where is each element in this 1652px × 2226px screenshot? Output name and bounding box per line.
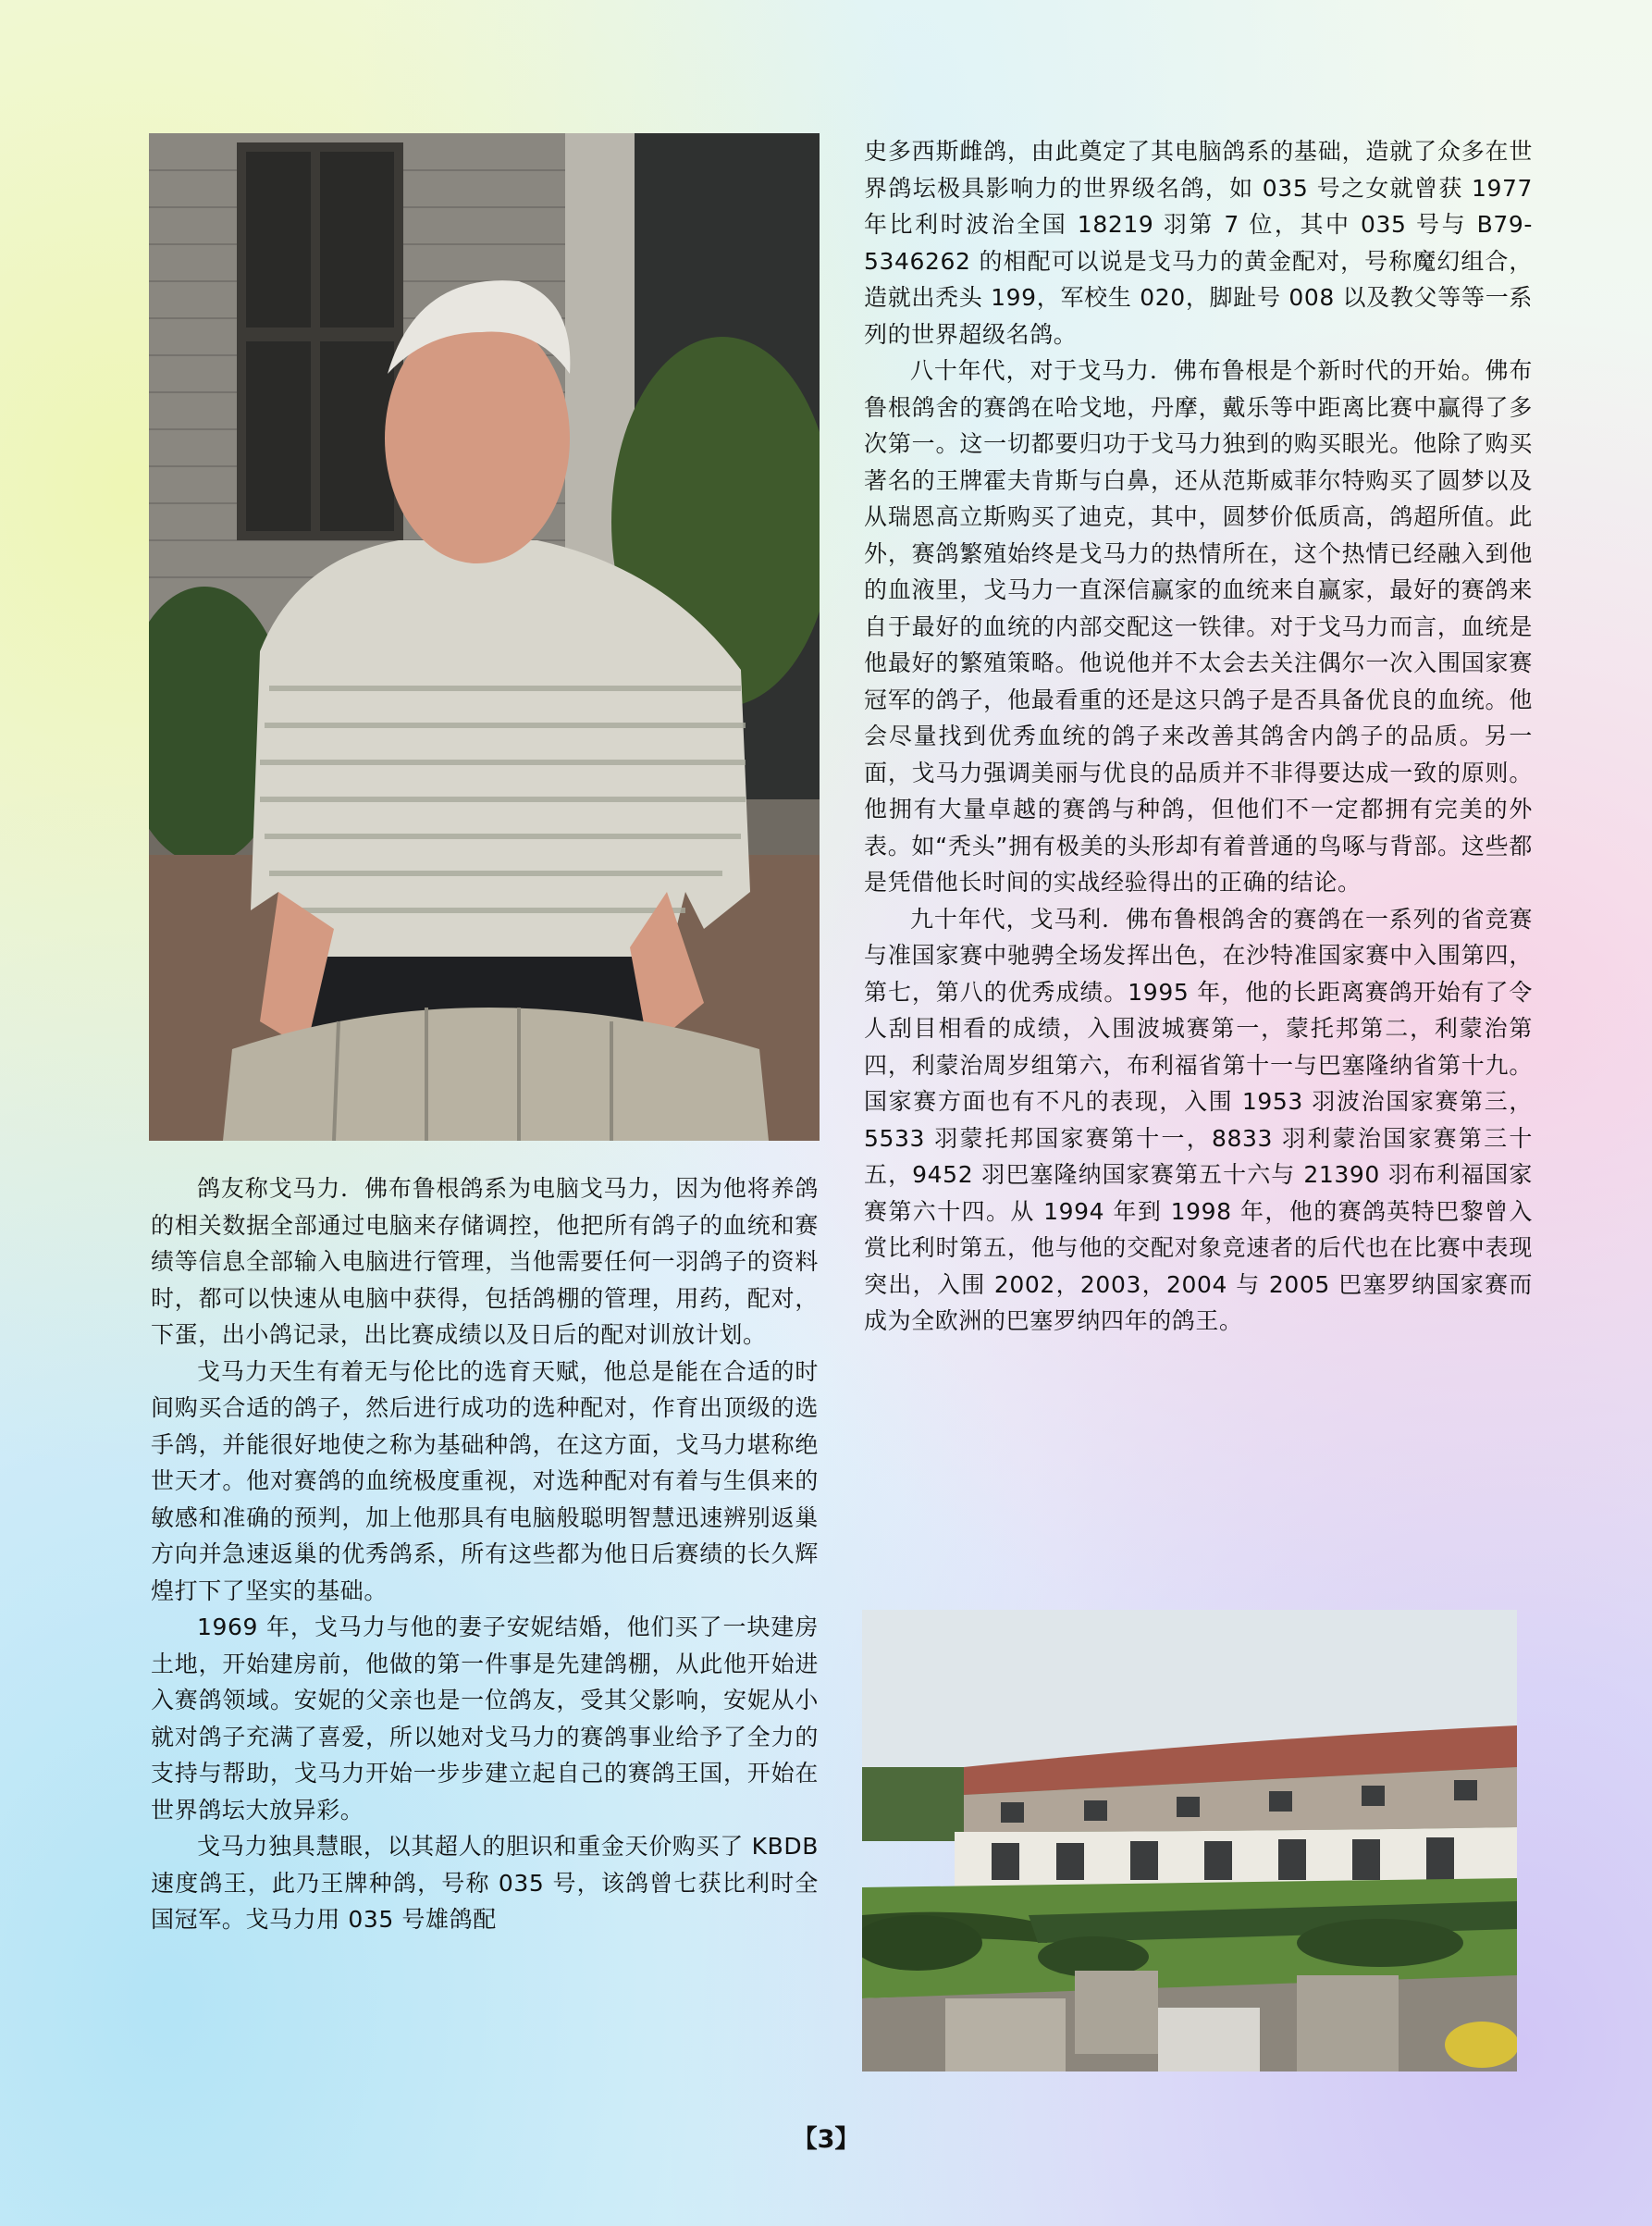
- paragraph: 八十年代，对于戈马力．佛布鲁根是个新时代的开始。佛布鲁根鸽舍的赛鸽在哈戈地，丹摩，戴乐等中距离比赛中赢得了多次第一。这一切都要归功于戈马力独到的购买眼光。他除了购买著名的王牌霍夫肯斯与白鼻，还从范斯威菲尔特购买了圆梦以及从瑞恩高立斯购买了迪克，其中，圆梦价低质高，鸽超所值。此外，赛鸽繁殖始终是戈马力的热情所在，这个热情已经融入到他的血液里，戈马力一直深信赢家的血统来自赢家，最好的赛鸽来自于最好的血统的内部交配这一铁律。对于戈马力而言，血统是他最好的繁殖策略。他说他并不太会去关注偶尔一次入围国家赛冠军的鸽子，他最看重的还是这只鸽子是否具备优良的血统。他会尽量找到优秀血统的鸽子来改善其鸽舍内鸽子的品质。另一面，戈马力强调美丽与优良的品质并不非得要达成一致的原则。他拥有大量卓越的赛鸽与种鸽，但他们不一定都拥有完美的外表。如“秃头”拥有极美的头形却有着普通的鸟啄与背部。这些都是凭借他长时间的实战经验得出的正确的结论。: [864, 357, 1533, 896]
- paragraph: 戈马力天生有着无与伦比的选育天赋，他总是能在合适的时间购买合适的鸽子，然后进行成功的选种配对，作育出顶级的选手鸽，并能很好地使之称为基础种鸽，在这方面，戈马力堪称绝世天才。他对赛鸽的血统极度重视，对选种配对有着与生俱来的敏感和准确的预判，加上他那具有电脑般聪明智慧迅速辨别返巢方向并急速返巢的优秀鸽系，所有这些都为他日后赛绩的长久辉煌打下了坚实的基础。: [151, 1357, 819, 1604]
- paragraph: 鸽友称戈马力．佛布鲁根鸽系为电脑戈马力，因为他将养鸽的相关数据全部通过电脑来存储调控，他把所有鸽子的血统和赛绩等信息全部输入电脑进行管理，当他需要任何一羽鸽子的资料时，都可以快速从电脑中获得，包括鸽棚的管理，用药，配对，下蛋，出小鸽记录，出比赛成绩以及日后的配对训放计划。: [151, 1175, 819, 1348]
- paragraph: 戈马力独具慧眼，以其超人的胆识和重金天价购买了 KBDB 速度鸽王，此乃王牌种鸽，号称 035 号，该鸽曾七获比利时全国冠军。戈马力用 035 号雄鸽配: [151, 1833, 819, 1933]
- paragraph: 1969 年，戈马力与他的妻子安妮结婚，他们买了一块建房土地，开始建房前，他做的第一件事是先建鸽棚，从此他开始进入赛鸽领域。安妮的父亲也是一位鸽友，受其父影响，安妮从小就对鸽子充满了喜爱，所以她对戈马力的赛鸽事业给予了全力的支持与帮助，戈马力开始一步步建立起自己的赛鸽王国，开始在世界鸽坛大放异彩。: [151, 1614, 819, 1824]
- left-text-column: [151, 1170, 819, 1938]
- page-number: 【3】: [792, 2125, 860, 2154]
- photo-loft-house: [862, 1610, 1517, 2071]
- photo-man-portrait: [149, 133, 820, 1141]
- paragraph: 九十年代，戈马利．佛布鲁根鸽舍的赛鸽在一系列的省竞赛与准国家赛中驰骋全场发挥出色，在沙特准国家赛中入围第四，第七，第八的优秀成绩。1995 年，他的长距离赛鸽开始有了令人刮目相看的成绩，入围波城赛第一，蒙托邦第二，利蒙治第四，利蒙治周岁组第六，布利福省第十一与巴塞隆纳省第十九。国家赛方面也有不凡的表现，入围 1953 羽波治国家赛第三，5533 羽蒙托邦国家赛第十一，8833 羽利蒙治国家赛第三十五，9452 羽巴塞隆纳国家赛第五十六与 21390 羽布利福国家赛第六十四。从 1994 年到 1998 年，他的赛鸽英特巴黎曾入赏比利时第五，他与他的交配对象竞速者的后代也在比赛中表现突出，入围 2002，2003，2004 与 2005 巴塞罗纳国家赛而成为全欧洲的巴塞罗纳四年的鸽王。: [864, 905, 1533, 1334]
- right-text-column: [864, 133, 1533, 1340]
- paragraph-continuation: 史多西斯雌鸽，由此奠定了其电脑鸽系的基础，造就了众多在世界鸽坛极具影响力的世界级名鸽，如 035 号之女就曾获 1977 年比利时波治全国 18219 羽第 7 位，其中 035 号与 B79-5346262 的相配可以说是戈马力的黄金配对，号称魔幻组合，造就出秃头 199，军校生 020，脚趾号 008 以及教父等等一系列的世界超级名鸽。: [864, 138, 1533, 348]
